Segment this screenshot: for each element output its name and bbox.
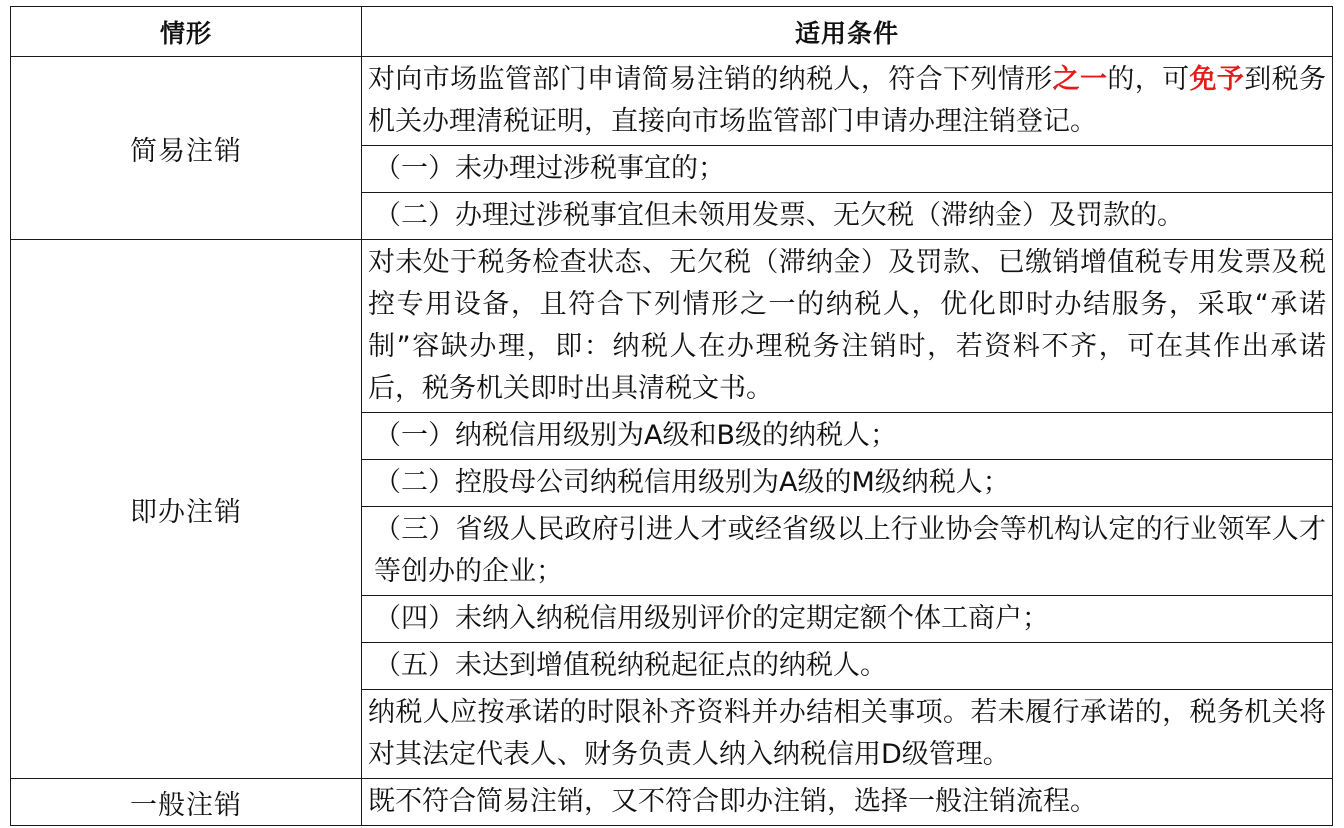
simple-intro-emphasis-2: 免予 bbox=[1189, 64, 1245, 95]
category-general: 一般注销 bbox=[11, 779, 362, 826]
instant-item-3: （三）省级人民政府引进人才或经省级以上行业协会等机构认定的行业领军人才等创办的企业； bbox=[362, 507, 1333, 596]
table-row bbox=[11, 779, 1333, 826]
category-simple: 简易注销 bbox=[11, 57, 362, 240]
simple-intro bbox=[362, 57, 1333, 146]
table-row bbox=[11, 57, 1333, 146]
instant-intro: 对未处于税务检查状态、无欠税（滞纳金）及罚款、已缴销增值税专用发票及税控专用设备，且符合下列情形之一的纳税人，优化即时办结服务，采取“承诺制”容缺办理，即：纳税人在办理税务注销时，若资料不齐，可在其作出承诺后，税务机关即时出具清税文书。 bbox=[362, 240, 1333, 413]
table-row bbox=[11, 240, 1333, 413]
simple-intro-text-b: 的，可 bbox=[1107, 64, 1190, 95]
instant-item-5: （五）未达到增值税纳税起征点的纳税人。 bbox=[362, 643, 1333, 690]
instant-item-2: （二）控股母公司纳税信用级别为A级的M级纳税人； bbox=[362, 460, 1333, 507]
simple-item-1: （一）未办理过涉税事宜的； bbox=[362, 146, 1333, 193]
simple-intro-emphasis-1: 之一 bbox=[1052, 64, 1108, 95]
instant-item-1: （一）纳税信用级别为A级和B级的纳税人； bbox=[362, 413, 1333, 460]
simple-intro-text-c: 到税务机关办理清税证明，直接向市场监管部门申请办理注销登记。 bbox=[368, 64, 1327, 137]
simple-intro-text-a: 对向市场监管部门申请简易注销的纳税人，符合下列情形 bbox=[368, 64, 1053, 95]
header-row bbox=[11, 7, 1333, 57]
deregistration-table bbox=[10, 6, 1333, 826]
header-conditions: 适用条件 bbox=[362, 7, 1333, 57]
header-scenario: 情形 bbox=[11, 7, 362, 57]
instant-item-4: （四）未纳入纳税信用级别评价的定期定额个体工商户； bbox=[362, 596, 1333, 643]
general-condition: 既不符合简易注销，又不符合即办注销，选择一般注销流程。 bbox=[362, 779, 1333, 826]
instant-closing: 纳税人应按承诺的时限补齐资料并办结相关事项。若未履行承诺的，税务机关将对其法定代表人、财务负责人纳入纳税信用D级管理。 bbox=[362, 690, 1333, 779]
category-instant: 即办注销 bbox=[11, 240, 362, 779]
simple-item-2: （二）办理过涉税事宜但未领用发票、无欠税（滞纳金）及罚款的。 bbox=[362, 193, 1333, 240]
